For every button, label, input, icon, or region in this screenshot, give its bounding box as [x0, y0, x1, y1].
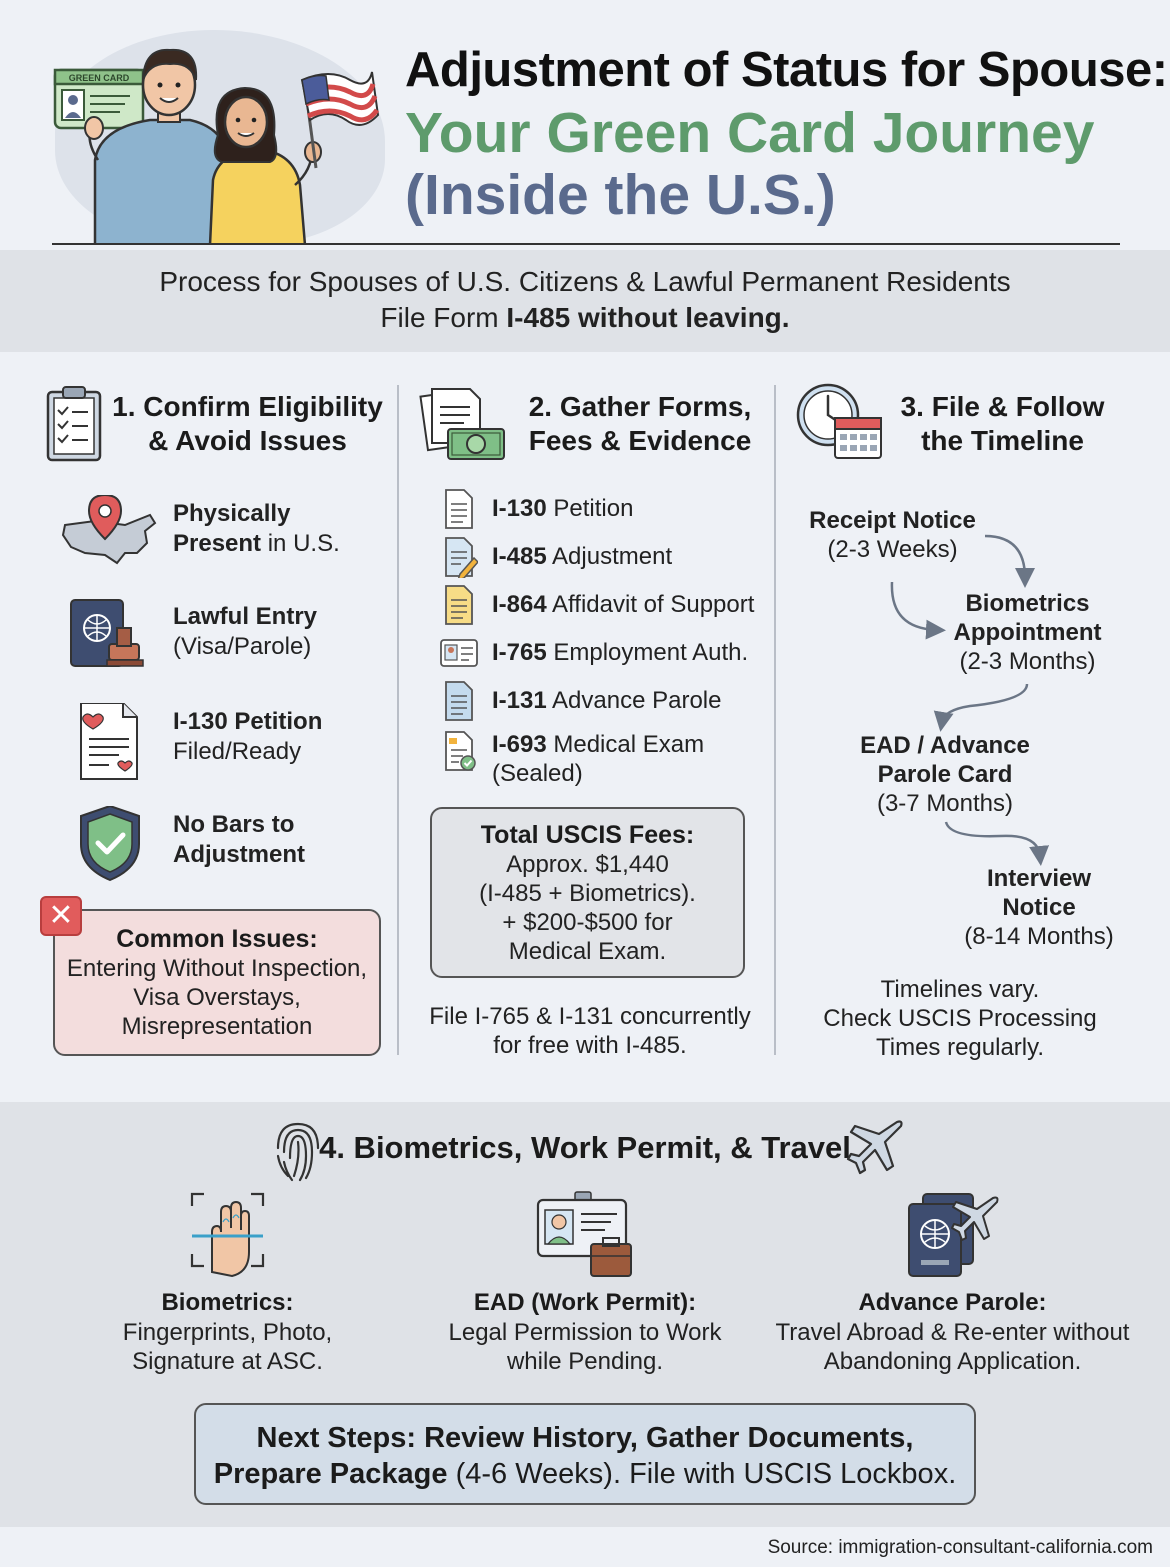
document-blue-icon	[440, 680, 478, 722]
timeline-heading-line-1: 3. File & Follow	[900, 391, 1105, 422]
s4-item-title: EAD (Work Permit):	[473, 1289, 697, 1316]
eligibility-bold-2: Present	[173, 530, 262, 557]
eligibility-text	[173, 707, 322, 767]
hand-scan-icon	[190, 1192, 265, 1280]
form-label	[492, 542, 672, 571]
s4-item-line: Fingerprints, Photo,	[122, 1319, 333, 1346]
s4-item-line: Travel Abroad & Re-enter without	[775, 1319, 1130, 1346]
subtitle-line-1: Process for Spouses of U.S. Citizens & Lawful Permanent Residents	[159, 266, 1011, 297]
eligibility-rest: (Visa/Parole)	[173, 633, 312, 660]
x-icon: ✕	[40, 896, 82, 936]
timeline-note	[800, 975, 1120, 1062]
s4-item-line: Signature at ASC.	[132, 1348, 323, 1375]
form-label	[492, 686, 722, 715]
us-map-pin-icon	[55, 495, 165, 585]
header	[0, 0, 1170, 248]
s4-item-title: Advance Parole:	[858, 1289, 1047, 1316]
passport-plane-icon	[905, 1190, 1005, 1278]
timeline-heading-line-2: the Timeline	[921, 425, 1084, 456]
timeline-heading	[885, 390, 1120, 458]
shield-check-icon	[55, 806, 165, 896]
eligibility-text	[173, 602, 317, 662]
id-card-icon	[440, 632, 478, 674]
form-label	[492, 638, 748, 667]
form-label	[492, 590, 754, 619]
timeline-step-duration: (8-14 Months)	[964, 923, 1114, 950]
s4-item-ead	[430, 1288, 740, 1376]
form-code: I-765	[492, 639, 547, 666]
eligibility-heading-line-1: 1. Confirm Eligibility	[112, 391, 383, 422]
fees-title: Total USCIS Fees:	[480, 821, 695, 849]
eligibility-bold-2: Adjustment	[173, 841, 305, 868]
form-name: Adjustment	[546, 543, 673, 570]
fees-line: + $200-$500 for	[502, 909, 673, 936]
clock-calendar-icon	[795, 382, 885, 462]
timeline-step-title-2: Parole Card	[877, 761, 1013, 788]
medical-document-icon	[440, 730, 478, 772]
form-code: I-130	[492, 495, 547, 522]
eligibility-item-petition	[55, 703, 385, 793]
column-divider	[774, 385, 776, 1055]
next-steps-bold: Prepare Package	[213, 1458, 448, 1490]
page-title-line-2: Your Green Card Journey	[405, 101, 1095, 165]
form-code: I-693	[492, 731, 547, 758]
ead-badge-briefcase-icon	[535, 1190, 635, 1280]
subtitle-bold: I-485 without leaving.	[506, 302, 790, 333]
section4-heading: 4. Biometrics, Work Permit, & Travel	[319, 1130, 851, 1165]
timeline-step-duration: (2-3 Weeks)	[827, 536, 958, 563]
fees-box	[430, 807, 745, 978]
us-flag-icon	[302, 72, 378, 168]
eligibility-heading-line-2: & Avoid Issues	[148, 425, 347, 456]
eligibility-text	[173, 499, 340, 559]
common-issues-title: Common Issues:	[116, 925, 318, 953]
timeline-step-title: Biometrics	[965, 590, 1090, 617]
forms-heading-line-2: Fees & Evidence	[528, 425, 752, 456]
forms-heading-line-1: 2. Gather Forms,	[528, 391, 752, 422]
form-name: Petition	[546, 495, 634, 522]
timeline-step-title-2: Notice	[1002, 894, 1076, 921]
eligibility-item-entry	[55, 598, 385, 688]
timeline-note-line: Check USCIS Processing	[823, 1005, 1097, 1032]
eligibility-bold: Lawful Entry	[173, 603, 318, 630]
form-code: I-131	[492, 687, 547, 714]
timeline-step-ead	[835, 731, 1055, 818]
common-issue: Misrepresentation	[121, 1013, 313, 1040]
eligibility-bold: No Bars to	[173, 811, 295, 838]
document-yellow-icon	[440, 584, 478, 626]
next-steps-rest: (4-6 Weeks). File with USCIS Lockbox.	[447, 1458, 957, 1490]
s4-item-title: Biometrics:	[161, 1289, 294, 1316]
eligibility-item-present	[55, 495, 385, 585]
timeline-step-title: EAD / Advance	[860, 732, 1030, 759]
subtitle-band	[0, 250, 1170, 352]
passport-stamp-icon	[55, 598, 165, 688]
form-label	[492, 730, 704, 788]
forms-note-line-2: for free with I-485.	[493, 1032, 687, 1059]
eligibility-text	[173, 810, 305, 870]
forms-note	[410, 1002, 770, 1060]
airplane-icon	[845, 1116, 907, 1178]
document-icon	[440, 488, 478, 530]
timeline-note-line: Timelines vary.	[880, 976, 1040, 1003]
s4-item-biometrics	[80, 1288, 375, 1376]
form-code: I-864	[492, 591, 547, 618]
woman-figure	[210, 88, 321, 245]
eligibility-item-no-bars	[55, 806, 385, 896]
s4-item-line: while Pending.	[506, 1348, 664, 1375]
common-issue: Entering Without Inspection,	[66, 955, 368, 982]
next-steps-box	[194, 1403, 976, 1505]
form-name: Medical Exam	[546, 731, 705, 758]
form-name: Employment Auth.	[546, 639, 749, 666]
eligibility-rest: in U.S.	[261, 530, 340, 557]
fees-line: Approx. $1,440	[506, 851, 669, 878]
timeline-step-receipt	[785, 506, 1000, 564]
next-steps-line-2	[196, 1456, 974, 1492]
timeline-step-title: Receipt Notice	[809, 507, 976, 534]
timeline-step-biometrics	[925, 589, 1130, 676]
form-name: Affidavit of Support	[546, 591, 755, 618]
forms-note-line-1: File I-765 & I-131 concurrently	[429, 1003, 751, 1030]
timeline-step-interview	[945, 864, 1133, 951]
page-title-line-3: (Inside the U.S.)	[405, 163, 836, 227]
timeline-step-title-2: Appointment	[953, 619, 1102, 646]
forms-heading	[505, 390, 775, 458]
forms-money-icon	[418, 385, 508, 463]
s4-item-advance-parole	[770, 1288, 1135, 1376]
column-divider	[397, 385, 399, 1055]
next-steps-line-1: Next Steps: Review History, Gather Documents,	[256, 1422, 914, 1454]
timeline-step-title: Interview	[986, 865, 1092, 892]
timeline-note-line: Times regularly.	[875, 1034, 1045, 1061]
green-card-label: GREEN CARD	[68, 73, 130, 83]
subtitle-line-2	[0, 302, 1170, 334]
form-name-2: (Sealed)	[492, 760, 583, 787]
source-credit: Source: immigration-consultant-california.com	[767, 1537, 1153, 1558]
eligibility-bold: Physically	[173, 500, 291, 527]
subtitle-prefix: File Form	[380, 302, 507, 333]
document-pencil-icon	[440, 536, 478, 578]
timeline-step-duration: (3-7 Months)	[876, 790, 1014, 817]
common-issues-box	[53, 909, 381, 1056]
common-issue: Visa Overstays,	[133, 984, 301, 1011]
s4-item-line: Legal Permission to Work	[448, 1319, 722, 1346]
form-label	[492, 494, 633, 523]
eligibility-bold: I-130 Petition	[173, 708, 323, 735]
couple-illustration	[50, 40, 385, 245]
eligibility-heading	[110, 390, 385, 458]
fees-line: Medical Exam.	[508, 938, 667, 965]
eligibility-rest: Filed/Ready	[173, 738, 302, 765]
form-name: Advance Parole	[546, 687, 722, 714]
timeline-step-duration: (2-3 Months)	[959, 648, 1096, 675]
form-code: I-485	[492, 543, 547, 570]
s4-item-line: Abandoning Application.	[823, 1348, 1082, 1375]
header-divider	[52, 243, 1120, 245]
clipboard-checklist-icon	[45, 384, 103, 462]
page-title-line-1: Adjustment of Status for Spouse:	[405, 43, 1168, 97]
fees-line: (I-485 + Biometrics).	[479, 880, 696, 907]
petition-document-icon	[55, 703, 165, 793]
